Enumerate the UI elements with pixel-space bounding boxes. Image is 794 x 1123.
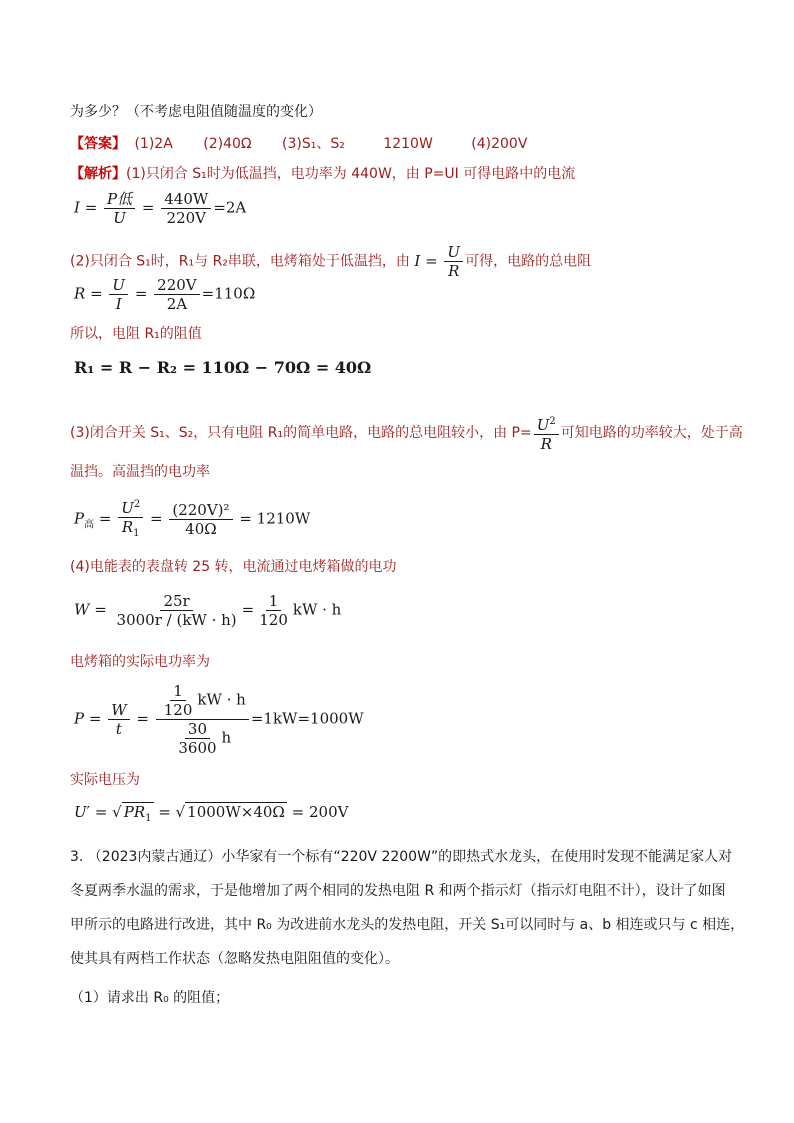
eq1-num2: 440W: [161, 190, 211, 209]
eq6-result: =1kW=1000W: [250, 709, 364, 728]
equation-actual-power: P = $\frac{W}{t}$ = $\frac{1}{120}$ kW · h $\frac{30}{3600}$ h =1kW=1000W: [74, 682, 364, 757]
eq5-num: 25r: [160, 592, 192, 611]
eq7-mid: 1000W×40Ω: [187, 803, 285, 821]
eq7-result: = 200V: [291, 803, 349, 821]
eq2-num2: 220V: [154, 276, 199, 295]
analysis-p6: 电烤箱的实际电功率为: [70, 654, 210, 670]
analysis-line-2: (2)只闭合 S₁时，R₁与 R₂串联，电烤箱处于低温挡，由 I = $\frac{U}{R}$ 可得，电路的总电阻: [70, 243, 592, 280]
question-3-sub-1: （1）请求出 R₀ 的阻值；: [70, 990, 230, 1006]
eq4-result: = 1210W: [239, 509, 311, 528]
answer-3: (3)S₁、S₂: [282, 136, 345, 152]
intro-text: 为多少？（不考虑电阻值随温度的变化）: [70, 104, 322, 120]
analysis-p4a: (3)闭合开关 S₁、S₂，只有电阻 R₁的简单电路，电路的总电阻较小，由 P=: [70, 425, 532, 441]
question-3-line-2: 冬夏两季水温的需求，于是他增加了两个相同的发热电阻 R 和两个指示灯（指示灯电阻不计），设计了如图: [70, 883, 726, 899]
eq6-u2: h: [221, 728, 232, 747]
eq4-num2: (220V)²: [169, 501, 232, 520]
question-3-line-3: 甲所示的电路进行改进，其中 R₀ 为改进前水龙头的发热电阻，开关 S₁可以同时与 a、b 相连或只与 c 相连，: [70, 917, 745, 933]
eq6-n1: 1: [170, 682, 186, 701]
analysis-p1: (1)只闭合 S₁时为低温挡，电功率为 440W，由 P=UI 可得电路中的电流: [126, 166, 576, 182]
eq1-den: U: [113, 209, 126, 227]
analysis-p5: (4)电能表的表盘转 25 转，电流通过电烤箱做的电功: [70, 559, 397, 575]
equation-high-power: $P_高$ = $\frac{U^2}{R_1}$ = $\frac{\text{(220V)²}}{40\Omega}$ = 1210W: [74, 496, 310, 543]
question-3-line-1: 3. （2023内蒙古通辽）小华家有一个标有“220V 2200W”的即热式水龙头，在使用时发现不能满足家人对: [70, 849, 733, 865]
answer-1: (1)2A: [134, 136, 173, 152]
equation-voltage: U′ = √ $PR_1$ = √ 1000W×40Ω = 200V: [74, 803, 349, 824]
analysis-line-1: [70, 164, 575, 184]
analysis-p4b: 可知电路的功率较大，处于高: [560, 425, 743, 441]
answer-2: (2)40Ω: [203, 136, 252, 152]
eq1-lhs: I: [74, 198, 80, 217]
answer-line: [70, 134, 527, 154]
eq1-den2: 220V: [166, 209, 207, 227]
analysis-p3: 所以，电阻 R₁的阻值: [70, 326, 202, 342]
answer-4: (4)200V: [471, 136, 528, 152]
equation-r1: R₁ = R − R₂ = 110Ω − 70Ω = 40Ω: [74, 358, 372, 377]
eq1-result: =2A: [213, 198, 247, 217]
analysis-p2b: 可得，电路的总电阻: [465, 253, 592, 270]
equation-current: I = $\frac{\text{P低}}{U}$ = $\frac{440W}{220V}$ =2A: [74, 190, 247, 227]
eq2-den2: 2A: [166, 295, 188, 313]
eq6-d2: 3600: [178, 739, 217, 757]
analysis-p4c: 温挡。高温挡的电功率: [70, 464, 210, 480]
equation-work: W = $\frac{25r}{3000r / (kW \cdot h)}$ = $\frac{1}{120}$ kW · h: [74, 592, 342, 629]
answer-3-value: 1210W: [383, 136, 433, 152]
eq5-num2: 1: [266, 592, 282, 611]
eq6-u1: kW · h: [197, 690, 246, 709]
question-3-line-4: 使其具有两档工作状态（忽略发热电阻阻值的变化）。: [70, 951, 399, 967]
analysis-p2a: (2)只闭合 S₁时，R₁与 R₂串联，电烤箱处于低温挡，由: [70, 253, 410, 270]
eq4-den2: 40Ω: [185, 520, 217, 538]
eq5-den: 3000r / (kW · h): [116, 611, 237, 629]
eq5-unit: kW · h: [292, 600, 342, 619]
eq2-result: =110Ω: [201, 284, 256, 303]
analysis-line-4: (3)闭合开关 S₁、S₂，只有电阻 R₁的简单电路，电路的总电阻较小，由 P= $\frac{U^2}{R}$ 可知电路的功率较大，处于高: [70, 413, 743, 453]
eq5-den2: 120: [259, 611, 288, 629]
eq6-n2: 30: [185, 720, 210, 739]
equation-resistance: R = $\frac{U}{I}$ = $\frac{220V}{2A}$ =110Ω: [74, 276, 256, 313]
eq6-d1: 120: [163, 701, 193, 719]
analysis-tag: 【解析】: [70, 166, 126, 182]
answer-tag: 【答案】: [70, 136, 126, 152]
analysis-p7: 实际电压为: [70, 772, 140, 788]
eq1-num: P低: [104, 190, 135, 209]
